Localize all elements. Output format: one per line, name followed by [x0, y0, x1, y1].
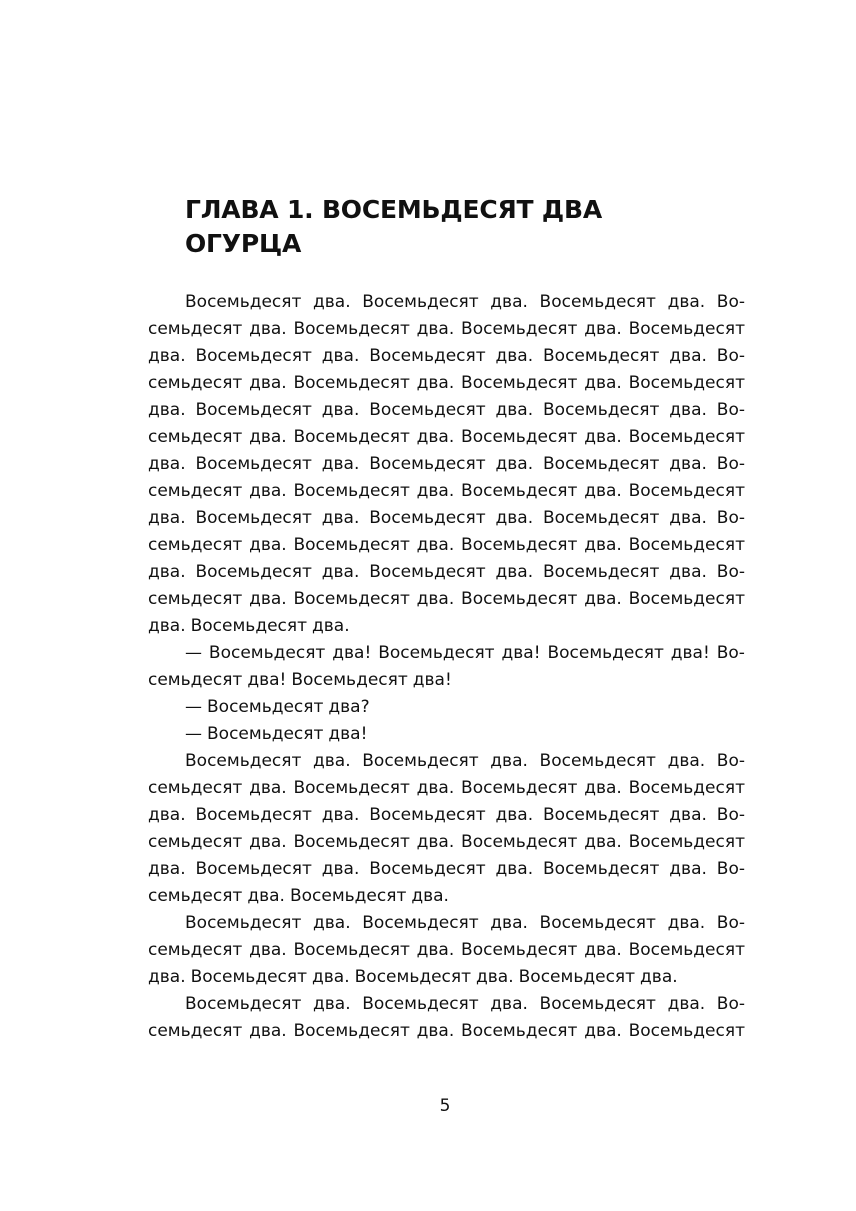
word: Восемьдесят	[461, 589, 578, 609]
word: Восемьдесят	[461, 427, 578, 447]
text-line	[148, 775, 745, 802]
word: два.	[669, 400, 707, 420]
text-line	[148, 478, 745, 505]
word: Во-	[716, 913, 745, 933]
word: Восемьдесят	[190, 616, 308, 636]
word: два.	[321, 859, 360, 879]
text-line	[148, 316, 745, 343]
word: два.	[148, 859, 186, 879]
word: два!	[501, 643, 541, 663]
word: два.	[416, 589, 455, 609]
word: семьдесят	[148, 832, 243, 852]
text-line	[148, 802, 745, 829]
word: два.	[584, 481, 622, 501]
word: два.	[148, 616, 186, 636]
text-line	[148, 559, 745, 586]
word: два.	[667, 751, 706, 771]
word: Восемьдесят	[195, 859, 312, 879]
word: Восемьдесят	[293, 319, 410, 339]
word: Восемьдесят	[461, 832, 578, 852]
word: Восемьдесят	[539, 994, 656, 1014]
word: Восемьдесят	[362, 913, 479, 933]
word: два.	[495, 859, 534, 879]
word: два.	[667, 292, 706, 312]
word: Восемьдесят	[628, 589, 745, 609]
word: два.	[148, 508, 186, 528]
word: Во-	[716, 454, 745, 474]
word: Восемьдесят	[293, 427, 410, 447]
word: Восемьдесят	[461, 481, 578, 501]
word: Восемьдесят	[461, 1021, 578, 1041]
text-line	[148, 397, 745, 424]
word: два.	[640, 967, 678, 987]
word: два.	[584, 1021, 622, 1041]
word: два!	[670, 643, 710, 663]
word: Восемьдесят	[289, 886, 407, 906]
word: два!	[412, 670, 452, 690]
word: два.	[584, 589, 622, 609]
word: семьдесят	[148, 778, 243, 798]
word: два.	[321, 454, 360, 474]
word: два.	[411, 886, 449, 906]
word: Восемьдесят	[293, 778, 410, 798]
word: Во-	[716, 400, 745, 420]
word: Восемьдесят	[543, 346, 660, 366]
word: Восемьдесят	[293, 832, 410, 852]
word: Восемьдесят	[362, 751, 479, 771]
word: два.	[313, 913, 351, 933]
word: Восемьдесят	[362, 994, 479, 1014]
word: два.	[249, 589, 287, 609]
word: два.	[249, 778, 287, 798]
text-line	[148, 748, 745, 775]
word: Восемьдесят	[369, 562, 486, 582]
word: два.	[416, 535, 455, 555]
word: два.	[584, 940, 622, 960]
word: два.	[148, 400, 186, 420]
word: два.	[416, 1021, 455, 1041]
text-line	[148, 991, 745, 1018]
text-line	[148, 343, 745, 370]
word: два.	[669, 454, 707, 474]
text-line	[148, 937, 745, 964]
word: Восемьдесят	[207, 697, 324, 717]
word: Во-	[716, 859, 745, 879]
word: Восемьдесят	[628, 940, 745, 960]
chapter-body-text	[148, 289, 745, 1045]
word: Восемьдесят	[369, 859, 486, 879]
word: два.	[321, 805, 360, 825]
word: Восемьдесят	[543, 805, 660, 825]
word: два.	[249, 535, 287, 555]
word: два.	[321, 508, 360, 528]
word: два.	[416, 427, 455, 447]
word: два.	[312, 616, 350, 636]
text-line	[148, 289, 745, 316]
word: Восемьдесят	[628, 427, 745, 447]
text-line	[148, 613, 745, 640]
word: Восемьдесят	[293, 589, 410, 609]
word: Восемьдесят	[369, 400, 486, 420]
word: Во-	[716, 508, 745, 528]
word: два.	[249, 319, 287, 339]
word: Во-	[716, 994, 745, 1014]
text-line	[148, 532, 745, 559]
word: Во-	[716, 346, 745, 366]
word: два.	[148, 967, 186, 987]
word: Восемьдесят	[369, 508, 486, 528]
word: два.	[249, 940, 287, 960]
word: Восемьдесят	[208, 643, 326, 663]
word: два.	[321, 346, 360, 366]
word: Восемьдесят	[628, 1021, 745, 1041]
text-line	[148, 370, 745, 397]
text-line	[148, 451, 745, 478]
chapter-title-line-1: ГЛАВА 1. ВОСЕМЬДЕСЯТ ДВА	[185, 195, 602, 224]
word: два.	[249, 373, 287, 393]
word: два.	[495, 562, 534, 582]
word: Восемьдесят	[362, 292, 479, 312]
word: два.	[313, 751, 351, 771]
word: два.	[669, 346, 707, 366]
word: Во-	[716, 751, 745, 771]
word: Восемьдесят	[461, 778, 578, 798]
text-line	[148, 721, 745, 748]
word: Восемьдесят	[293, 535, 410, 555]
word: Восемьдесят	[190, 967, 308, 987]
word: Во-	[716, 643, 745, 663]
text-line	[148, 640, 745, 667]
word: два.	[416, 778, 455, 798]
word: Восемьдесят	[543, 400, 660, 420]
word: семьдесят	[148, 373, 243, 393]
word: два.	[669, 859, 707, 879]
word: два.	[490, 292, 528, 312]
word: два.	[584, 832, 622, 852]
word: два?	[328, 697, 370, 717]
word: два.	[313, 292, 351, 312]
page-number: 5	[439, 1096, 451, 1116]
word: Восемьдесят	[628, 373, 745, 393]
word: семьдесят	[148, 319, 243, 339]
word: Восемьдесят	[291, 670, 408, 690]
word: Восемьдесят	[195, 508, 312, 528]
chapter-title	[185, 193, 605, 261]
word: Восемьдесят	[628, 535, 745, 555]
word: Восемьдесят	[195, 346, 312, 366]
word: Восемьдесят	[543, 859, 660, 879]
word: Восемьдесят	[543, 508, 660, 528]
word: два.	[584, 778, 622, 798]
word: два.	[495, 346, 534, 366]
text-line	[148, 964, 745, 991]
word: Восемьдесят	[369, 454, 486, 474]
word: семьдесят	[148, 670, 243, 690]
word: семьдесят	[148, 886, 243, 906]
word: два.	[495, 400, 534, 420]
word: семьдесят	[148, 589, 243, 609]
word: два.	[249, 427, 287, 447]
text-line	[148, 856, 745, 883]
word: —	[185, 643, 202, 663]
word: два.	[321, 562, 360, 582]
word: Восемьдесят	[185, 994, 302, 1014]
word: два.	[490, 751, 528, 771]
word: два.	[667, 994, 706, 1014]
word: два.	[247, 886, 285, 906]
word: два.	[249, 481, 287, 501]
word: два.	[495, 508, 534, 528]
word: два.	[312, 967, 350, 987]
word: Восемьдесят	[369, 805, 486, 825]
word: два!	[332, 643, 372, 663]
word: Восемьдесят	[195, 400, 312, 420]
text-line	[148, 883, 745, 910]
text-line	[148, 1018, 745, 1045]
word: два.	[490, 994, 528, 1014]
word: Восемьдесят	[547, 643, 664, 663]
word: Восемьдесят	[293, 373, 410, 393]
word: Восемьдесят	[461, 535, 578, 555]
word: —	[185, 724, 202, 744]
word: два.	[584, 319, 622, 339]
word: два.	[495, 454, 534, 474]
word: два.	[416, 940, 455, 960]
word: Восемьдесят	[461, 940, 578, 960]
word: Восемьдесят	[543, 562, 660, 582]
word: семьдесят	[148, 940, 243, 960]
word: Восемьдесят	[185, 751, 302, 771]
text-line	[148, 910, 745, 937]
word: два.	[669, 562, 707, 582]
word: Восемьдесят	[628, 778, 745, 798]
word: Восемьдесят	[185, 292, 302, 312]
word: семьдесят	[148, 427, 243, 447]
word: два.	[476, 967, 514, 987]
text-line	[148, 505, 745, 532]
word: два!	[328, 724, 368, 744]
word: —	[185, 697, 202, 717]
word: два.	[148, 805, 186, 825]
word: Восемьдесят	[369, 346, 486, 366]
word: два.	[148, 346, 186, 366]
word: два.	[584, 427, 622, 447]
text-line	[148, 667, 745, 694]
word: два.	[416, 319, 455, 339]
word: Восемьдесят	[518, 967, 636, 987]
word: два.	[249, 1021, 287, 1041]
word: Восемьдесят	[628, 319, 745, 339]
word: Во-	[716, 805, 745, 825]
word: два.	[669, 508, 707, 528]
word: семьдесят	[148, 1021, 243, 1041]
word: Восемьдесят	[185, 913, 302, 933]
text-line	[148, 586, 745, 613]
word: Восемьдесят	[539, 292, 656, 312]
word: Восемьдесят	[354, 967, 472, 987]
word: Восемьдесят	[195, 562, 312, 582]
text-line	[148, 424, 745, 451]
word: два.	[584, 373, 622, 393]
word: Восемьдесят	[195, 454, 312, 474]
word: Восемьдесят	[293, 940, 410, 960]
text-line	[148, 694, 745, 721]
word: Восемьдесят	[461, 373, 578, 393]
word: Восемьдесят	[378, 643, 495, 663]
word: два.	[416, 373, 455, 393]
word: два.	[249, 832, 287, 852]
word: два.	[321, 400, 360, 420]
word: два.	[495, 805, 534, 825]
word: Восемьдесят	[539, 913, 656, 933]
chapter-title-line-2: ОГУРЦА	[185, 229, 302, 258]
word: Восемьдесят	[539, 751, 656, 771]
word: Восемьдесят	[195, 805, 312, 825]
word: два.	[669, 805, 707, 825]
word: Восемьдесят	[293, 1021, 410, 1041]
word: два.	[313, 994, 351, 1014]
word: два.	[416, 832, 455, 852]
word: Восемьдесят	[461, 319, 578, 339]
word: Во-	[716, 562, 745, 582]
word: два.	[148, 562, 186, 582]
word: два.	[584, 535, 622, 555]
word: семьдесят	[148, 535, 243, 555]
word: Восемьдесят	[628, 481, 745, 501]
word: два.	[148, 454, 186, 474]
word: два.	[416, 481, 455, 501]
word: два.	[667, 913, 706, 933]
word: Восемьдесят	[628, 832, 745, 852]
word: Восемьдесят	[207, 724, 324, 744]
word: Восемьдесят	[293, 481, 410, 501]
word: Восемьдесят	[543, 454, 660, 474]
word: два!	[247, 670, 287, 690]
word: семьдесят	[148, 481, 243, 501]
word: два.	[490, 913, 528, 933]
word: Во-	[716, 292, 745, 312]
text-line	[148, 829, 745, 856]
